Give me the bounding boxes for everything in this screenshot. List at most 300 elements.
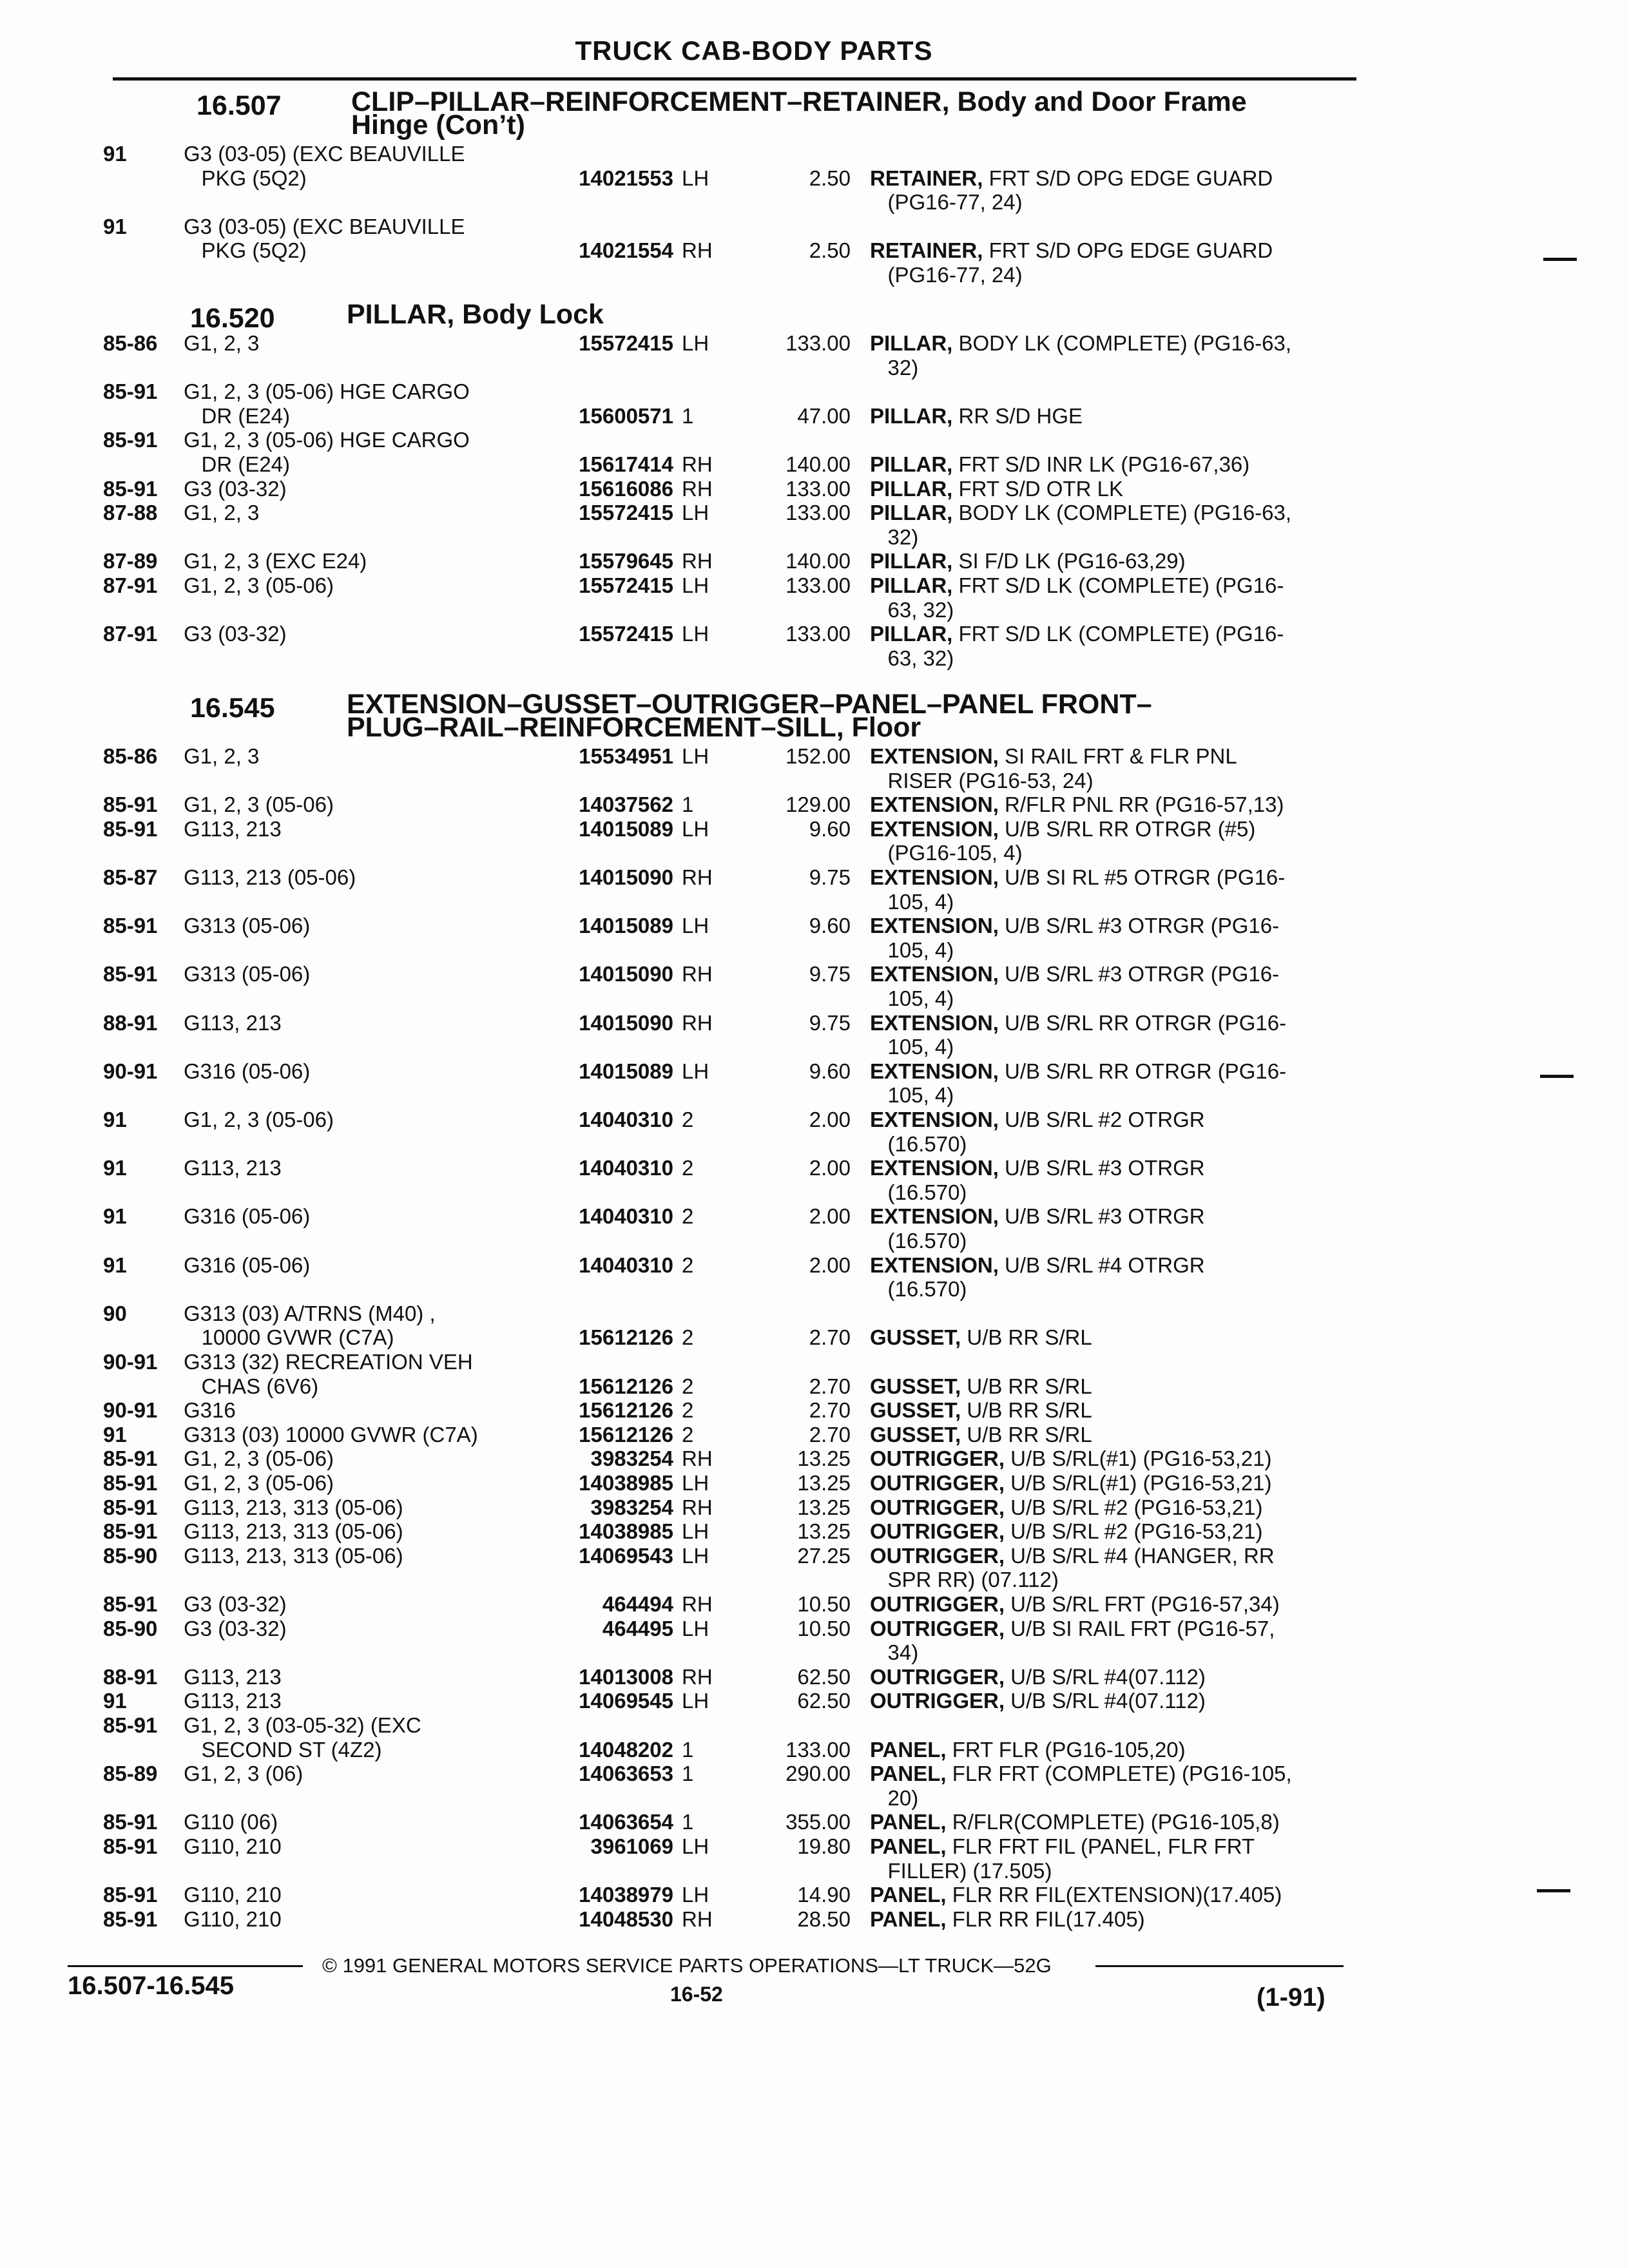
row-part-number: 14038985	[579, 1471, 673, 1495]
row-description-lead: RETAINER,	[870, 238, 983, 263]
row-description-rest: U/B S/RL(#1) (PG16-53,21)	[1005, 1446, 1272, 1471]
row-model: G113, 213	[184, 1156, 282, 1180]
row-description	[870, 938, 954, 963]
row-description	[870, 1786, 918, 1811]
table-row	[0, 1544, 1629, 1570]
row-model-year: 87-91	[103, 622, 158, 646]
row-quantity: LH	[682, 744, 709, 768]
row-model-year: 91	[103, 1689, 127, 1713]
section-number: 16.545	[190, 693, 275, 724]
row-description-lead: PILLAR,	[870, 476, 953, 501]
section-title-line: CLIP–PILLAR–REINFORCEMENT–RETAINER, Body and Door Frame	[351, 86, 1247, 117]
row-model: G1, 2, 3	[184, 331, 260, 355]
row-model: G1, 2, 3 (05-06) HGE CARGO	[184, 428, 470, 452]
row-price: 13.25	[797, 1446, 851, 1471]
row-description	[870, 404, 1083, 428]
row-quantity: RH	[682, 1907, 713, 1931]
row-description-rest: 105, 4)	[870, 937, 954, 962]
row-quantity: RH	[682, 962, 713, 986]
row-description	[870, 1277, 967, 1302]
row-description-rest: R/FLR(COMPLETE) (PG16-105,8)	[946, 1810, 1280, 1834]
row-description	[870, 1325, 1092, 1350]
table-row	[0, 1204, 1629, 1230]
row-model: PKG (5Q2)	[184, 166, 307, 190]
row-part-number: 14040310	[579, 1108, 673, 1131]
row-model-year: 85-91	[103, 914, 158, 938]
row-description	[870, 1689, 1206, 1713]
table-row	[0, 938, 1629, 964]
table-row	[0, 404, 1629, 430]
row-description	[870, 190, 1023, 215]
row-description-lead: PANEL,	[870, 1907, 947, 1931]
row-part-number: 15572415	[579, 622, 673, 646]
row-model: G313 (32) RECREATION VEH	[184, 1350, 473, 1374]
row-description	[870, 1907, 1145, 1932]
row-description-rest: FRT S/D LK (COMPLETE) (PG16-	[952, 622, 1284, 646]
row-description	[870, 238, 1273, 263]
row-price: 2.70	[809, 1398, 851, 1423]
row-part-number: 14037562	[579, 793, 673, 817]
row-model: CHAS (6V6)	[184, 1374, 319, 1398]
header-rule	[113, 77, 1356, 81]
table-row	[0, 1398, 1629, 1424]
row-quantity: RH	[682, 476, 713, 501]
table-row	[0, 793, 1629, 818]
row-description-rest: R/FLR PNL RR (PG16-57,13)	[998, 793, 1284, 817]
row-price: 9.75	[809, 865, 851, 889]
row-model: G113, 213, 313 (05-06)	[184, 1495, 403, 1519]
row-description	[870, 1640, 918, 1665]
row-description-rest: FRT S/D INR LK (PG16-67,36)	[952, 452, 1250, 476]
table-row	[0, 1180, 1629, 1206]
row-price: 13.25	[797, 1471, 851, 1495]
row-part-number: 15572415	[579, 501, 673, 525]
row-model-year: 87-88	[103, 501, 158, 525]
row-quantity: LH	[682, 331, 709, 355]
row-model: G3 (03-32)	[184, 622, 287, 646]
row-description-lead: EXTENSION,	[870, 744, 999, 768]
row-description	[870, 1568, 1059, 1592]
row-model: G113, 213, 313 (05-06)	[184, 1543, 403, 1568]
table-row	[0, 1350, 1629, 1376]
row-model: G3 (03-32)	[184, 476, 287, 501]
row-description	[870, 914, 1279, 938]
row-model: G1, 2, 3 (05-06)	[184, 1108, 334, 1131]
table-row	[0, 1713, 1629, 1739]
row-description	[870, 549, 1186, 573]
table-row	[0, 1495, 1629, 1521]
row-description-lead: PANEL,	[870, 1883, 947, 1907]
row-quantity: LH	[682, 1059, 709, 1083]
table-row	[0, 1471, 1629, 1497]
row-description-rest: FRT S/D OPG EDGE GUARD	[983, 166, 1273, 190]
row-part-number: 14038985	[579, 1519, 673, 1544]
row-model: G1, 2, 3 (05-06)	[184, 1471, 334, 1495]
row-model-year: 91	[103, 1253, 127, 1277]
row-price: 9.60	[809, 1059, 851, 1083]
row-price: 9.75	[809, 1010, 851, 1035]
row-description-rest: RISER (PG16-53, 24)	[870, 768, 1094, 793]
row-description-rest: FLR FRT (COMPLETE) (PG16-105,	[946, 1762, 1292, 1786]
table-row	[0, 1883, 1629, 1908]
row-part-number: 15600571	[579, 403, 673, 428]
row-model: G113, 213, 313 (05-06)	[184, 1519, 403, 1544]
row-description	[870, 1156, 1205, 1180]
row-description-rest: BODY LK (COMPLETE) (PG16-63,	[952, 331, 1292, 355]
row-quantity: LH	[682, 1543, 709, 1568]
table-row	[0, 1689, 1629, 1715]
row-part-number: 3983254	[590, 1446, 673, 1471]
row-quantity: RH	[682, 238, 713, 263]
row-description-rest: U/B SI RAIL FRT (PG16-57,	[1005, 1616, 1275, 1640]
row-price: 2.00	[809, 1156, 851, 1180]
row-description-rest: U/B S/RL #4(07.112)	[1005, 1664, 1206, 1689]
row-model-year: 85-91	[103, 1883, 158, 1907]
table-row	[0, 190, 1629, 216]
row-description-lead: EXTENSION,	[870, 1253, 999, 1277]
row-description	[870, 1229, 967, 1253]
row-price: 28.50	[797, 1907, 851, 1931]
row-quantity: RH	[682, 452, 713, 476]
row-description-rest: U/B S/RL(#1) (PG16-53,21)	[1005, 1471, 1272, 1495]
row-price: 133.00	[786, 476, 851, 501]
row-description	[870, 1446, 1272, 1471]
row-description-lead: EXTENSION,	[870, 1156, 999, 1180]
row-quantity: 2	[682, 1108, 694, 1131]
row-price: 10.50	[797, 1616, 851, 1640]
row-description-rest: 32)	[870, 524, 919, 549]
row-description-lead: OUTRIGGER,	[870, 1616, 1005, 1640]
footer-page-number: 16-52	[670, 1983, 723, 2006]
row-description	[870, 865, 1285, 890]
row-description-lead: PANEL,	[870, 1737, 947, 1762]
row-model: G313 (03) 10000 GVWR (C7A)	[184, 1422, 478, 1446]
row-description	[870, 573, 1284, 598]
row-description	[870, 1423, 1092, 1447]
table-row	[0, 622, 1629, 648]
row-price: 2.00	[809, 1253, 851, 1277]
section-number: 16.520	[190, 303, 275, 334]
row-model-year: 90-91	[103, 1398, 158, 1423]
row-description-lead: GUSSET,	[870, 1325, 961, 1350]
row-model-year: 88-91	[103, 1010, 158, 1035]
row-description	[870, 1762, 1292, 1786]
row-description	[870, 1810, 1280, 1834]
table-row	[0, 1640, 1629, 1666]
table-row	[0, 477, 1629, 503]
row-description	[870, 817, 1255, 841]
row-model-year: 85-89	[103, 1762, 158, 1786]
row-model-year: 85-91	[103, 962, 158, 986]
row-model-year: 85-86	[103, 744, 158, 768]
row-model-year: 85-86	[103, 331, 158, 355]
table-row	[0, 986, 1629, 1012]
row-model: G1, 2, 3 (03-05-32) (EXC	[184, 1713, 421, 1737]
row-part-number: 15612126	[579, 1374, 673, 1398]
row-description-lead: OUTRIGGER,	[870, 1664, 1005, 1689]
row-model: G3 (03-32)	[184, 1616, 287, 1640]
row-model: G316 (05-06)	[184, 1253, 311, 1277]
table-row	[0, 1156, 1629, 1182]
row-quantity: 2	[682, 1253, 694, 1277]
row-quantity: LH	[682, 1689, 709, 1713]
row-description-lead: OUTRIGGER,	[870, 1446, 1005, 1471]
row-part-number: 14021554	[579, 238, 673, 263]
row-price: 133.00	[786, 573, 851, 597]
row-description	[870, 793, 1284, 817]
row-description-rest: 105, 4)	[870, 986, 954, 1010]
row-price: 140.00	[786, 452, 851, 476]
row-description-lead: EXTENSION,	[870, 1108, 999, 1131]
row-quantity: LH	[682, 166, 709, 190]
row-quantity: LH	[682, 1519, 709, 1544]
row-description-rest: SI RAIL FRT & FLR PNL	[998, 744, 1237, 768]
row-description	[870, 166, 1273, 191]
row-description-rest: (PG16-105, 4)	[870, 841, 1023, 865]
row-description-lead: OUTRIGGER,	[870, 1471, 1005, 1495]
row-model-year: 88-91	[103, 1664, 158, 1689]
table-row	[0, 962, 1629, 988]
table-row	[0, 238, 1629, 264]
row-part-number: 14063654	[579, 1810, 673, 1834]
row-description-lead: EXTENSION,	[870, 865, 999, 889]
row-quantity: LH	[682, 1834, 709, 1858]
row-part-number: 464494	[602, 1592, 673, 1616]
row-price: 140.00	[786, 549, 851, 573]
row-model: G110, 210	[184, 1907, 282, 1931]
row-description-rest: U/B S/RL RR OTRGR (PG16-	[998, 1059, 1287, 1083]
row-part-number: 14015089	[579, 1059, 673, 1083]
row-description	[870, 1374, 1092, 1399]
row-description-lead: PILLAR,	[870, 549, 953, 573]
row-description-rest: (16.570)	[870, 1229, 967, 1253]
row-quantity: 1	[682, 793, 694, 817]
row-quantity: 2	[682, 1374, 694, 1398]
table-row	[0, 1325, 1629, 1351]
row-description-rest: U/B S/RL RR OTRGR (#5)	[998, 816, 1256, 841]
table-row	[0, 1665, 1629, 1691]
table-row	[0, 1059, 1629, 1085]
row-part-number: 15616086	[579, 476, 673, 501]
row-quantity: 2	[682, 1204, 694, 1229]
row-model: G113, 213	[184, 1689, 282, 1713]
row-description-rest: (16.570)	[870, 1277, 967, 1302]
footer-section-range: 16.507-16.545	[68, 1972, 235, 2000]
row-model: G313 (05-06)	[184, 914, 311, 938]
margin-tick-mark	[1540, 1075, 1574, 1078]
row-model: G313 (03) A/TRNS (M40) ,	[184, 1301, 436, 1325]
row-model: DR (E24)	[184, 452, 291, 476]
row-description	[870, 1519, 1262, 1544]
row-part-number: 15612126	[579, 1398, 673, 1423]
row-description-rest: SPR RR) (07.112)	[870, 1568, 1059, 1592]
row-description	[870, 1035, 954, 1059]
row-description	[870, 331, 1291, 356]
row-part-number: 15572415	[579, 331, 673, 355]
table-row	[0, 914, 1629, 939]
row-description-rest: U/B RR S/RL	[961, 1422, 1092, 1446]
table-row	[0, 1011, 1629, 1037]
row-price: 13.25	[797, 1495, 851, 1519]
row-description	[870, 1132, 967, 1157]
row-description-lead: EXTENSION,	[870, 1010, 999, 1035]
row-description-rest: U/B S/RL #3 OTRGR	[998, 1204, 1205, 1229]
row-description-lead: EXTENSION,	[870, 914, 999, 938]
row-model-year: 90-91	[103, 1350, 158, 1374]
table-row	[0, 1374, 1629, 1400]
table-row	[0, 1423, 1629, 1448]
row-part-number: 14015089	[579, 816, 673, 841]
row-description-lead: OUTRIGGER,	[870, 1543, 1005, 1568]
row-model-year: 90-91	[103, 1059, 158, 1083]
row-model: G316 (05-06)	[184, 1059, 311, 1083]
row-description	[870, 1834, 1255, 1859]
table-row	[0, 1132, 1629, 1158]
table-row	[0, 841, 1629, 867]
row-description-lead: PANEL,	[870, 1762, 947, 1786]
table-row	[0, 1253, 1629, 1279]
row-description-rest: BODY LK (COMPLETE) (PG16-63,	[952, 501, 1292, 525]
row-model: G113, 213 (05-06)	[184, 865, 356, 889]
row-price: 2.70	[809, 1325, 851, 1350]
footer-rule-right	[1095, 1965, 1344, 1967]
row-description-rest: FLR FRT FIL (PANEL, FLR FRT	[946, 1834, 1255, 1858]
row-model: G113, 213	[184, 816, 282, 841]
row-price: 2.50	[809, 166, 851, 190]
row-quantity: RH	[682, 1010, 713, 1035]
row-price: 9.60	[809, 816, 851, 841]
table-row	[0, 1617, 1629, 1642]
row-description-lead: EXTENSION,	[870, 816, 999, 841]
row-description	[870, 525, 918, 550]
row-description	[870, 769, 1094, 793]
table-row	[0, 1834, 1629, 1860]
table-row	[0, 356, 1629, 381]
row-price: 62.50	[797, 1689, 851, 1713]
page-header-title: TRUCK CAB-BODY PARTS	[575, 35, 933, 66]
row-description	[870, 1011, 1286, 1035]
row-description-lead: EXTENSION,	[870, 793, 999, 817]
row-model: SECOND ST (4Z2)	[184, 1737, 382, 1762]
row-quantity: LH	[682, 501, 709, 525]
row-price: 355.00	[786, 1810, 851, 1834]
footer-revision: (1-91)	[1257, 1983, 1325, 2012]
row-description-rest: (PG16-77, 24)	[870, 190, 1023, 215]
row-part-number: 14013008	[579, 1664, 673, 1689]
row-quantity: RH	[682, 1446, 713, 1471]
table-row	[0, 1810, 1629, 1836]
row-description	[870, 598, 954, 622]
table-row	[0, 1519, 1629, 1545]
row-description	[870, 841, 1023, 865]
table-row	[0, 1277, 1629, 1303]
row-description-rest: U/B RR S/RL	[961, 1374, 1092, 1398]
table-row	[0, 1592, 1629, 1618]
section-title-line: PLUG–RAIL–REINFORCEMENT–SILL, Floor	[347, 712, 921, 743]
row-model: G1, 2, 3 (05-06)	[184, 793, 334, 817]
row-description	[870, 501, 1291, 525]
row-model: G1, 2, 3 (06)	[184, 1762, 304, 1786]
section-title-line: EXTENSION–GUSSET–OUTRIGGER–PANEL–PANEL FRONT–	[347, 689, 1152, 720]
row-model-year: 91	[103, 214, 127, 238]
row-description	[870, 1665, 1206, 1689]
row-price: 13.25	[797, 1519, 851, 1544]
row-part-number: 14069543	[579, 1543, 673, 1568]
table-row	[0, 1302, 1629, 1327]
row-price: 27.25	[797, 1543, 851, 1568]
row-description-rest: FLR RR FIL(EXTENSION)(17.405)	[946, 1883, 1282, 1907]
row-model: G313 (05-06)	[184, 962, 311, 986]
row-part-number: 464495	[602, 1616, 673, 1640]
row-quantity: LH	[682, 816, 709, 841]
row-description-lead: EXTENSION,	[870, 1059, 999, 1083]
row-price: 47.00	[797, 403, 851, 428]
row-description-rest: U/B S/RL #3 OTRGR (PG16-	[998, 914, 1280, 938]
row-model-year: 87-89	[103, 549, 158, 573]
row-description-rest: 63, 32)	[870, 646, 954, 670]
row-model: G1, 2, 3	[184, 744, 260, 768]
row-description-rest: U/B S/RL RR OTRGR (PG16-	[998, 1010, 1287, 1035]
row-description	[870, 1883, 1282, 1907]
row-model-year: 91	[103, 1422, 127, 1446]
row-part-number: 14021553	[579, 166, 673, 190]
table-row	[0, 598, 1629, 624]
row-description-lead: PANEL,	[870, 1834, 947, 1858]
table-row	[0, 549, 1629, 575]
row-description-rest: U/B S/RL #3 OTRGR (PG16-	[998, 962, 1280, 986]
row-description	[870, 1059, 1286, 1084]
row-model-year: 85-91	[103, 1592, 158, 1616]
row-part-number: 15534951	[579, 744, 673, 768]
row-description-rest: U/B RR S/RL	[961, 1398, 1092, 1423]
row-part-number: 14040310	[579, 1156, 673, 1180]
row-description-lead: PILLAR,	[870, 622, 953, 646]
row-model: G110 (06)	[184, 1810, 278, 1834]
table-row	[0, 1108, 1629, 1133]
row-description-rest: SI F/D LK (PG16-63,29)	[952, 549, 1186, 573]
row-model: G1, 2, 3	[184, 501, 260, 525]
row-price: 152.00	[786, 744, 851, 768]
row-price: 2.50	[809, 238, 851, 263]
table-row	[0, 817, 1629, 843]
row-quantity: LH	[682, 573, 709, 597]
row-model-year: 85-91	[103, 1519, 158, 1544]
row-part-number: 14015090	[579, 1010, 673, 1035]
row-part-number: 15579645	[579, 549, 673, 573]
row-description	[870, 622, 1284, 646]
row-description	[870, 452, 1249, 477]
row-price: 133.00	[786, 1737, 851, 1762]
row-description-rest: (PG16-77, 24)	[870, 263, 1023, 287]
row-model: DR (E24)	[184, 403, 291, 428]
table-row	[0, 263, 1629, 289]
row-description-lead: PILLAR,	[870, 331, 953, 355]
row-model-year: 85-91	[103, 1834, 158, 1858]
row-description-rest: U/B RR S/RL	[961, 1325, 1092, 1350]
row-model: G316 (05-06)	[184, 1204, 311, 1229]
table-row	[0, 744, 1629, 770]
row-description-rest: U/B S/RL FRT (PG16-57,34)	[1005, 1592, 1280, 1616]
row-model-year: 87-91	[103, 573, 158, 597]
row-model: G113, 213	[184, 1664, 282, 1689]
row-price: 290.00	[786, 1762, 851, 1786]
row-description-lead: OUTRIGGER,	[870, 1519, 1005, 1544]
row-quantity: 1	[682, 1737, 694, 1762]
row-model: G110, 210	[184, 1834, 282, 1858]
row-price: 133.00	[786, 331, 851, 355]
footer-copyright: © 1991 GENERAL MOTORS SERVICE PARTS OPERATIONS—LT TRUCK—52G	[322, 1954, 1052, 1977]
row-price: 133.00	[786, 622, 851, 646]
